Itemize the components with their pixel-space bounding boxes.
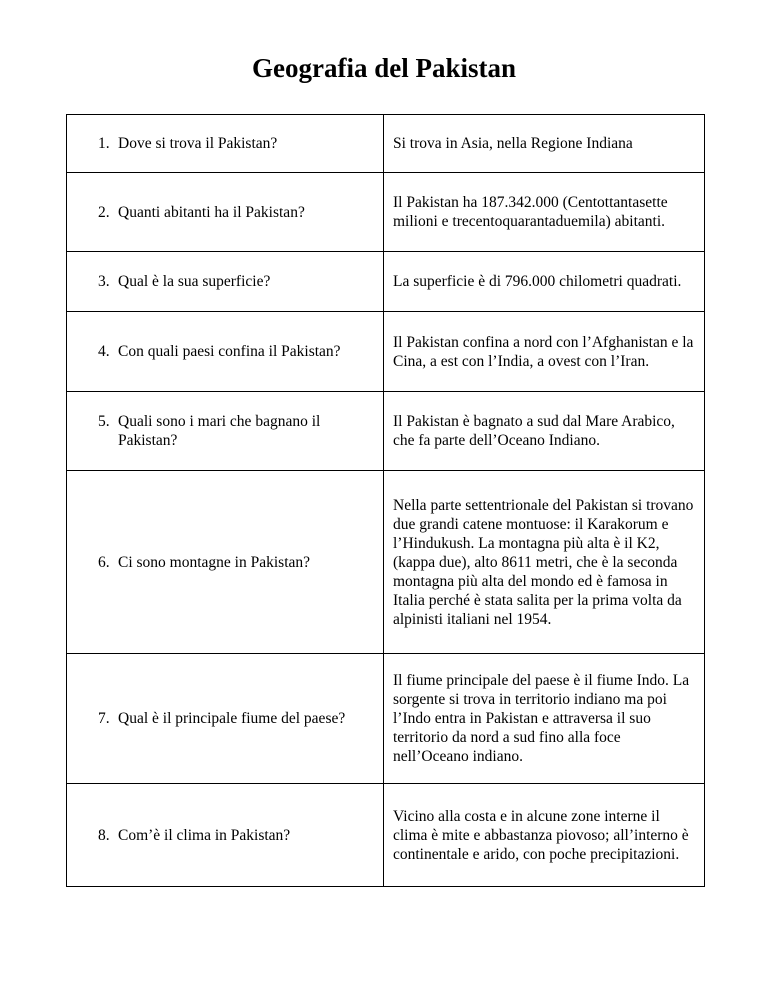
question-text: Dove si trova il Pakistan?	[118, 135, 278, 152]
question-text: Ci sono montagne in Pakistan?	[118, 553, 311, 571]
question-text: Com’è il clima in Pakistan?	[118, 826, 291, 844]
question-number: 3.	[98, 273, 110, 290]
question-cell	[67, 784, 384, 887]
question-text: Quali sono i mari che bagnano il Pakistan?	[118, 413, 321, 449]
question-cell	[67, 115, 384, 173]
question-number: 5.	[98, 413, 110, 430]
question-number: 4.	[98, 343, 110, 360]
answer-cell: Il Pakistan confina a nord con l’Afghanistan e la Cina, a est con l’India, a ovest con l’Iran.	[384, 312, 705, 392]
table-row	[67, 784, 705, 887]
question-cell	[67, 252, 384, 312]
question-text: Con quali paesi confina il Pakistan?	[118, 343, 341, 360]
question-number: 1.	[98, 135, 110, 152]
table-row	[67, 173, 705, 252]
question-text: Qual è la sua superficie?	[118, 273, 271, 290]
qa-table	[66, 114, 705, 887]
table-row	[67, 115, 705, 173]
table-row	[67, 654, 705, 784]
answer-cell: Nella parte settentrionale del Pakistan si trovano due grandi catene montuose: il Karakorum e l’Hindukush. La montagna più alta è il K2, (kappa due), alto 8611 metri, che è la seconda montagna più alta del mondo ed è famosa in Italia perché è stata salita per la prima volta da alpinisti italiani nel 1954.	[384, 471, 705, 654]
question-cell	[67, 173, 384, 252]
table-row	[67, 312, 705, 392]
question-cell	[67, 392, 384, 471]
table-row	[67, 252, 705, 312]
table-row	[67, 392, 705, 471]
answer-cell: Il Pakistan ha 187.342.000 (Centottantasette milioni e trecentoquarantaduemila) abitanti.	[384, 173, 705, 252]
answer-cell: Vicino alla costa e in alcune zone interne il clima è mite e abbastanza piovoso; all’interno è continentale e arido, con poche precipitazioni.	[384, 784, 705, 887]
question-number: 6.	[98, 553, 110, 571]
question-cell	[67, 471, 384, 654]
question-cell	[67, 654, 384, 784]
question-text: Qual è il principale fiume del paese?	[118, 710, 346, 727]
answer-cell: Si trova in Asia, nella Regione Indiana	[384, 115, 705, 173]
page-title: Geografia del Pakistan	[252, 53, 516, 83]
answer-cell: Il fiume principale del paese è il fiume Indo. La sorgente si trova in territorio indiano ma poi l’Indo entra in Pakistan e attraversa il suo territorio da nord a sud fino alla foce nell’Oceano indiano.	[384, 654, 705, 784]
question-number: 8.	[98, 826, 110, 844]
answer-cell: La superficie è di 796.000 chilometri quadrati.	[384, 252, 705, 312]
question-number: 7.	[98, 710, 110, 727]
question-text: Quanti abitanti ha il Pakistan?	[118, 203, 305, 221]
question-cell	[67, 312, 384, 392]
answer-cell: Il Pakistan è bagnato a sud dal Mare Arabico, che fa parte dell’Oceano Indiano.	[384, 392, 705, 471]
table-row	[67, 471, 705, 654]
question-number: 2.	[98, 203, 110, 221]
